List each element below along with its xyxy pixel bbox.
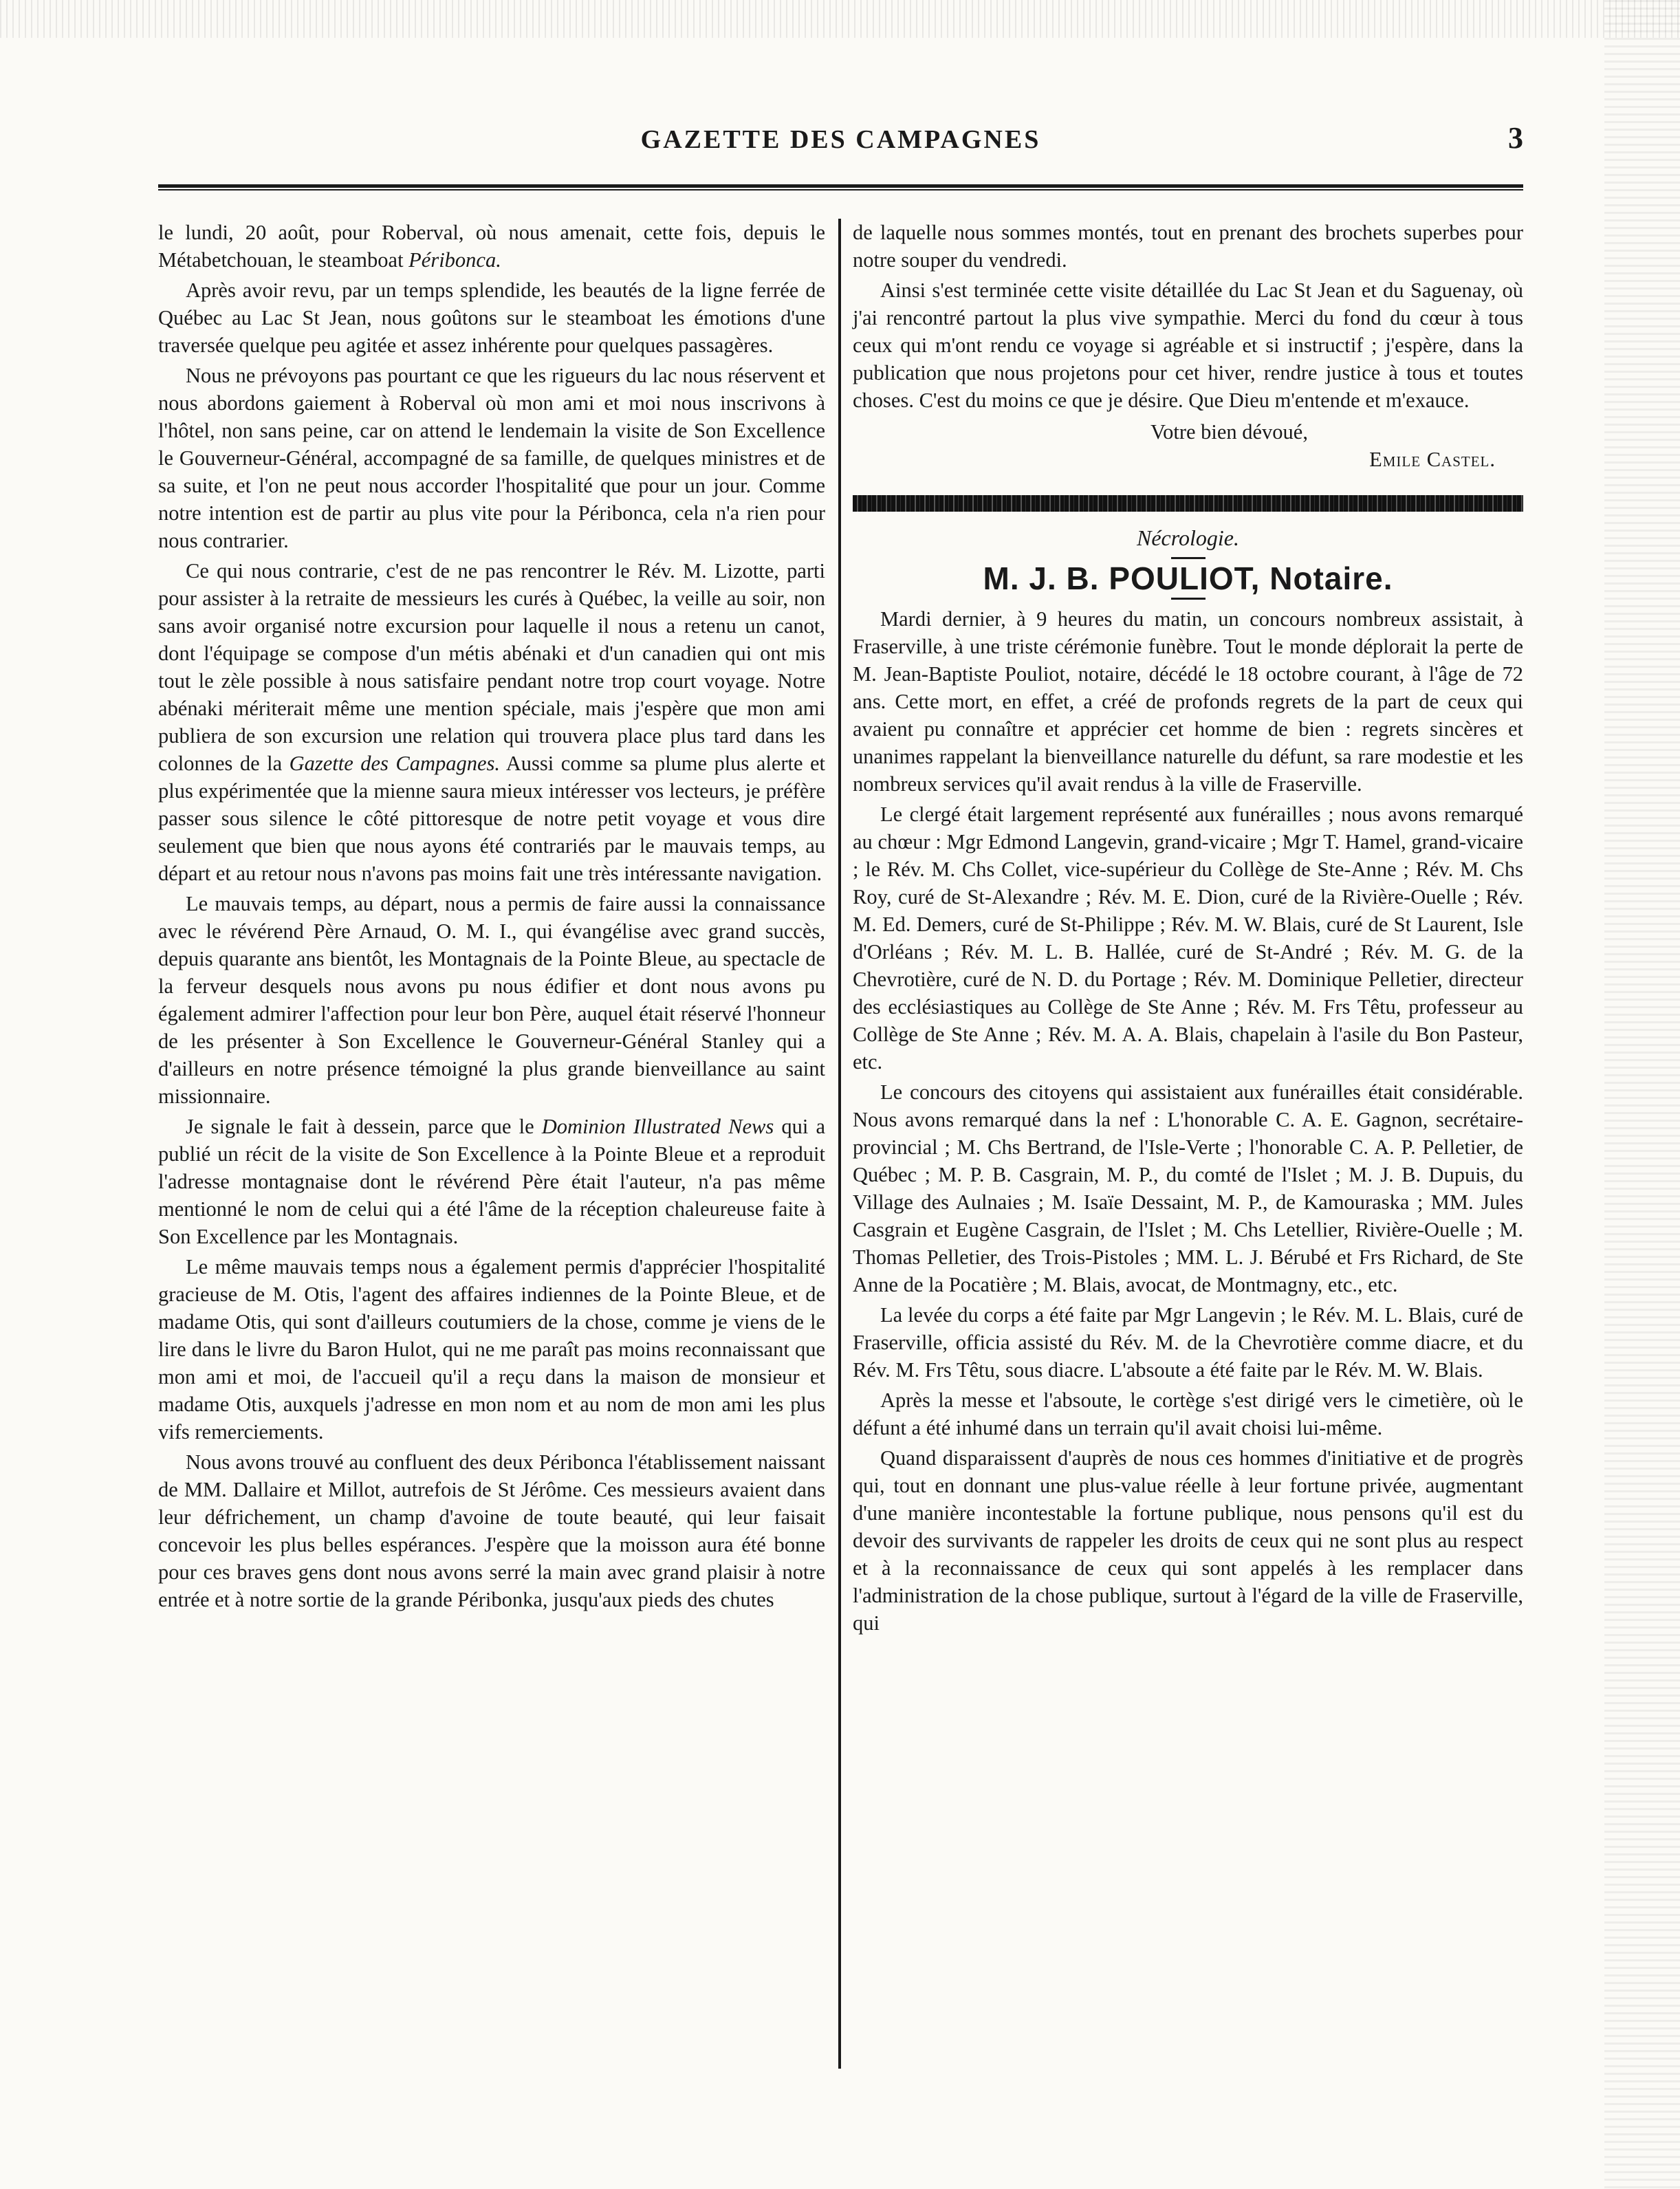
scan-noise-top xyxy=(0,0,1680,38)
paragraph: Quand disparaissent d'auprès de nous ces hommes d'initiative et de progrès qui, tout en donnant une plus-value réelle à leur fortune privée, augmentant d'une manière incontestable la fortune publique, nous pensons qu'il est du devoir des survivants de rappeler les droits de ceux qui ne sont plus au respect et à la reconnaissance de ceux qui sont appelés à les remplacer dans l'administration de la chose publique, surtout à l'égard de la ville de Fraserville, qui xyxy=(853,1446,1523,1635)
italic-text: Gazette des Campagnes. xyxy=(289,752,500,775)
paragraph xyxy=(158,219,825,274)
text: qui a publié un récit de la visite de Son Excellence à la Pointe Bleue et a reproduit l'adresse montagnaise dont le révérend Père était l'auteur, n'a pas même mentionné le nom de celui qui a été l'âme de la réception chaleureuse faite à Son Excellence par les Montagnais. xyxy=(158,1115,826,1248)
section-separator xyxy=(853,495,1523,512)
page-header xyxy=(158,120,1523,162)
paragraph: Mardi dernier, à 9 heures du matin, un concours nombreux assistait, à Fraserville, à une triste cérémonie funèbre. Tout le monde déplorait la perte de M. Jean-Baptiste Pouliot, notaire, décédé le 18 octobre courant, à l'âge de 72 ans. Cette mort, en effet, a créé de profonds regrets de la part de ceux qui avaient pu connaître et apprécier cet homme de bien : regrets sincères et unanimes rappelant la bienveillance naturelle du défunt, sa rare modestie et les nombreux services qu'il avait rendus à la ville de Fraserville. xyxy=(853,607,1523,796)
short-rule xyxy=(1171,598,1206,600)
paragraph: de laquelle nous sommes montés, tout en prenant des brochets superbes pour notre souper du vendredi. xyxy=(853,221,1523,272)
paragraph xyxy=(158,557,825,887)
paragraph: Nous ne prévoyons pas pourtant ce que les rigueurs du lac nous réservent et nous abordons gaiement à Roberval où mon ami et moi nous inscrivons à l'hôtel, non sans peine, car on attend le lendemain la visite de Son Excellence le Gouverneur-Général, accompagné de sa famille, de quelques ministres et de sa suite, et l'on ne peut nous accorder l'hospitalité que pour un jour. Comme notre intention est de partir au plus vite pour la Péribonca, cela n'a rien pour nous contrarier. xyxy=(158,364,825,552)
paragraph: Ainsi s'est terminée cette visite détaillée du Lac St Jean et du Saguenay, où j'ai rencontré partout la plus vive sympathie. Merci du fond du cœur à tous ceux qui m'ont rendu ce voyage si agréable et si instructif ; j'espère, dans la publication que nous projetons pour cet hiver, rendre justice à tous et toutes choses. C'est du moins ce que je désire. Que Dieu m'entende et m'exauce. xyxy=(853,279,1523,412)
paragraph: Le mauvais temps, au départ, nous a permis de faire aussi la connaissance avec le révérend Père Arnaud, O. M. I., qui évangélise avec grand succès, depuis quarante ans bientôt, les Montagnais de la Pointe Bleue, au spectacle de la ferveur desquels nous avons pu nous édifier et dont nous avons pu également admirer l'affection pour leur bon Père, auquel était réservé l'honneur de les présenter à Son Excellence le Gouverneur-Général Stanley qui a d'ailleurs en notre présence témoigné la plus grande bienveillance au saint missionnaire. xyxy=(158,892,825,1108)
short-rule xyxy=(1171,557,1206,559)
section-title: Nécrologie. xyxy=(1137,525,1239,550)
paragraph: Après la messe et l'absoute, le cortège s'est dirigé vers le cimetière, où le défunt a été inhumé dans un terrain qu'il avait choisi lui-même. xyxy=(853,1388,1523,1439)
paragraph: Le concours des citoyens qui assistaient aux funérailles était considérable. Nous avons remarqué dans la nef : L'honorable C. A. E. Gagnon, secrétaire-provincial ; M. Chs Bertrand, de l'Isle-Verte ; l'honorable C. A. P. Pelletier, de Québec ; M. P. B. Casgrain, M. P., du comté de l'Islet ; M. J. B. Dupuis, du Village des Aulnaies ; M. Isaïe Dessaint, M. P., de Kamouraska ; MM. Jules Casgrain et Eugène Casgrain, de l'Islet ; M. Chs Letellier, Rivière-Ouelle ; M. Thomas Pelletier, des Trois-Pistoles ; MM. L. J. Bérubé et Frs Richard, de Ste Anne de la Pocatière ; M. Blais, avocat, de Montmagny, etc., etc. xyxy=(853,1080,1523,1296)
scan-noise-edge xyxy=(1604,0,1680,2189)
italic-text: Péribonca. xyxy=(408,248,501,272)
paragraph: Le même mauvais temps nous a également permis d'apprécier l'hospitalité gracieuse de M. Otis, l'agent des affaires indiennes de la Pointe Bleue, et de madame Otis, qui sont d'ailleurs coutumiers de la chose, comme je viens de le lire dans le livre du Baron Hulot, qui ne me paraît pas moins reconnaissant que mon ami et moi, de l'accueil qu'il a reçu dans la maison de monsieur et madame Otis, auxquels j'adresse en mon nom et au nom de mon ami les plus vifs remerciements. xyxy=(158,1255,825,1444)
signature: Emile Castel. xyxy=(1369,448,1496,471)
running-title: GAZETTE DES CAMPAGNES xyxy=(640,125,1041,154)
page-number: 3 xyxy=(1508,121,1523,155)
obituary-title: M. J. B. POULIOT, Notaire. xyxy=(983,560,1393,596)
paragraph: La levée du corps a été faite par Mgr Langevin ; le Rév. M. L. Blais, curé de Fraserville, officia assisté du Rév. M. de la Chevrotière comme diacre, et du Rév. M. Frs Têtu, sous diacre. L'absoute a été faite par le Rév. M. W. Blais. xyxy=(853,1303,1523,1382)
text: Ce qui nous contrarie, c'est de ne pas rencontrer le Rév. M. Lizotte, parti pour assister à la retraite de messieurs les curés à Québec, la veille au soir, non sans avoir organisé notre excursion pour laquelle il nous a retenu un canot, dont l'équipage se compose d'un métis abénaki et d'un canadien qui ont mis tout le zèle possible à nous satisfaire pendant notre trop court voyage. Notre abénaki mériterait même une mention spéciale, mais j'espère que mon ami publiera de son excursion une relation qui trouvera place plus tard dans les colonnes de la xyxy=(158,559,825,775)
paragraph: Le clergé était largement représenté aux funérailles ; nous avons remarqué au chœur : Mgr Edmond Langevin, grand-vicaire ; Mgr T. Hamel, grand-vicaire ; le Rév. M. Chs Collet, vice-supérieur du Collège de Ste-Anne ; Rév. M. Chs Roy, curé de St-Alexandre ; Rév. M. E. Dion, curé de la Rivière-Ouelle ; Rév. M. Ed. Demers, curé de St-Philippe ; Rév. M. W. Blais, curé de St Laurent, Isle d'Orléans ; Rév. M. L. B. Hallée, curé de St-André ; Rév. M. G. de la Chevrotière, curé de N. D. du Portage ; Rév. M. Dominique Pelletier, directeur des ecclésiastiques au Collège de Ste Anne ; Rév. M. Frs Têtu, professeur au Collège de Ste Anne ; Rév. M. A. A. Blais, chapelain à l'asile du Bon Pasteur, etc. xyxy=(853,803,1523,1074)
right-column xyxy=(853,219,1523,1640)
text: Aussi comme sa plume plus alerte et plus expérimentée que la mienne saura mieux intéresser vos lecteurs, je préfère passer sous silence le côté pittoresque de notre petit voyage et vous dire seulement que bien que nous ayons été contrariés par le mauvais temps, au départ et au retour nous n'avons pas moins fait une très intéressante navigation. xyxy=(158,752,825,885)
italic-text: Dominion Illustrated News xyxy=(541,1115,774,1138)
header-rule xyxy=(158,184,1523,190)
paragraph xyxy=(158,1113,825,1250)
text: Je signale le fait à dessein, parce que le xyxy=(186,1115,534,1138)
column-divider xyxy=(838,219,841,2069)
left-column xyxy=(158,219,825,1616)
paragraph: Nous avons trouvé au confluent des deux Péribonca l'établissement naissant de MM. Dallaire et Millot, autrefois de St Jérôme. Ces messieurs avaient dans leur défrichement, un champ d'avoine de toute beauté, qui leur faisait concevoir les plus belles espérances. J'espère que la moisson aura été bonne pour ces braves gens dont nous avons serré la main avec grand plaisir à notre entrée et à notre sortie de la grande Péribonka, jusqu'aux pieds des chutes xyxy=(158,1450,825,1611)
text: le lundi, 20 août, pour Roberval, où nous amenait, cette fois, depuis le Métabetchouan, le steamboat xyxy=(158,221,825,272)
paragraph: Après avoir revu, par un temps splendide, les beautés de la ligne ferrée de Québec au Lac St Jean, nous goûtons sur le steamboat les émotions d'une traversée quelque peu agitée et assez inhérente pour quelques passagères. xyxy=(158,279,825,357)
signoff: Votre bien dévoué, xyxy=(1150,420,1308,444)
